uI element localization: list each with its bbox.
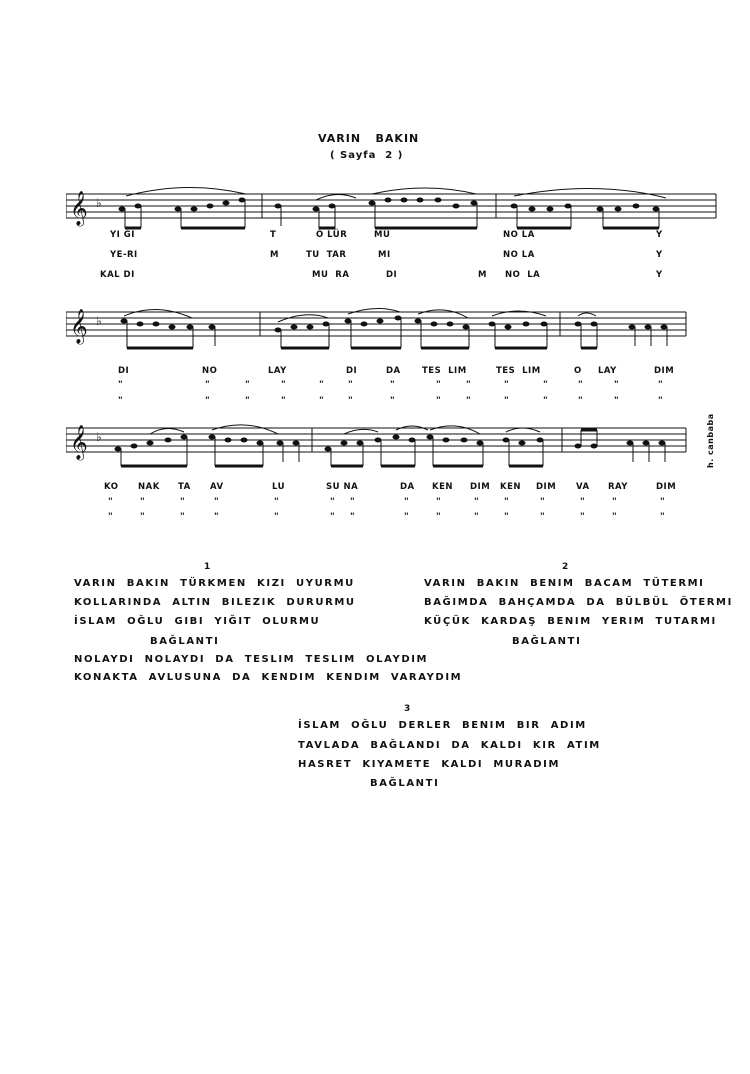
ditto-mark: " (474, 512, 479, 522)
lyric-s1-r2-5: NO LA (503, 250, 535, 260)
ditto-mark: " (404, 497, 409, 507)
ditto-mark: " (245, 380, 250, 390)
lyric-s3-11: DIM (536, 482, 557, 492)
ditto-mark: " (118, 396, 123, 406)
verse-1-number: 1 (204, 562, 211, 572)
ditto-mark: " (180, 497, 185, 507)
ditto-mark: " (108, 512, 113, 522)
ditto-mark: " (540, 512, 545, 522)
ditto-mark: " (245, 396, 250, 406)
ditto-mark: " (540, 497, 545, 507)
ditto-mark: " (350, 512, 355, 522)
ditto-mark: " (330, 497, 335, 507)
ditto-mark: " (214, 512, 219, 522)
ditto-mark: " (214, 497, 219, 507)
ditto-mark: " (108, 497, 113, 507)
lyric-s3-13: RAY (608, 482, 628, 492)
lyric-s1-r2-4: MI (378, 250, 391, 260)
ditto-mark: " (348, 380, 353, 390)
ditto-mark: " (466, 380, 471, 390)
verse-3-line-3: HASRET KIYAMETE KALDI MURADIM (298, 759, 561, 770)
lyric-s1-r3-2: MU RA (312, 270, 350, 280)
lyric-s1-r2-1: YE-RI (110, 250, 138, 260)
lyric-s3-5: LU (272, 482, 286, 492)
arranger-credit: h. canbaba (706, 413, 715, 468)
lyric-s2-8: O (574, 366, 582, 376)
lyric-s3-6: SU NA (326, 482, 359, 492)
ditto-mark: " (319, 396, 324, 406)
ditto-mark: " (319, 380, 324, 390)
verse-1-line-3: İSLAM OĞLU GIBI YIĞIT OLURMU (74, 616, 321, 627)
ditto-mark: " (504, 512, 509, 522)
lyric-s2-5: DA (386, 366, 401, 376)
svg-text:♭: ♭ (96, 314, 102, 328)
ditto-mark: " (658, 396, 663, 406)
ditto-mark: " (436, 497, 441, 507)
ditto-mark: " (390, 396, 395, 406)
svg-text:♭: ♭ (96, 430, 102, 444)
lyric-s3-1: KO (104, 482, 119, 492)
lyric-s1-r1-5: NO LA (503, 230, 535, 240)
lyric-s3-10: KEN (500, 482, 522, 492)
lyric-s1-r3-3: DI (386, 270, 398, 280)
lyric-s3-2: NAK (138, 482, 160, 492)
lyric-s2-1: DI (118, 366, 130, 376)
ditto-mark: " (580, 497, 585, 507)
lyric-s3-7: DA (400, 482, 415, 492)
ditto-mark: " (543, 380, 548, 390)
verse-3-line-2: TAVLADA BAĞLANDI DA KALDI KIR ATIM (298, 740, 601, 751)
music-staff-1 (66, 186, 720, 236)
ditto-mark: " (274, 497, 279, 507)
lyric-s3-14: DIM (656, 482, 677, 492)
lyric-s2-10: DIM (654, 366, 675, 376)
ditto-mark: " (390, 380, 395, 390)
lyric-s1-r2-6: Y (656, 250, 663, 260)
verse-2-number: 2 (562, 562, 569, 572)
verse-3-line-1: İSLAM OĞLU DERLER BENIM BIR ADIM (298, 720, 587, 731)
music-staff-3 (66, 420, 690, 472)
ditto-mark: " (504, 380, 509, 390)
verse-3-number: 3 (404, 704, 411, 714)
ditto-mark: " (614, 396, 619, 406)
ditto-mark: " (330, 512, 335, 522)
ditto-mark: " (578, 396, 583, 406)
ditto-mark: " (274, 512, 279, 522)
refrain-line-2: KONAKTA AVLUSUNA DA KENDIM KENDIM VARAYDIM (74, 672, 463, 683)
lyric-s1-r1-4: MÜ (374, 230, 391, 240)
ditto-mark: " (578, 380, 583, 390)
lyric-s3-3: TA (178, 482, 191, 492)
verse-2-refrain-label: BAĞLANTI (512, 636, 582, 647)
lyric-s1-r1-6: Y (656, 230, 663, 240)
ditto-mark: " (612, 497, 617, 507)
lyric-s2-3: LAY (268, 366, 287, 376)
verse-1-refrain-label: BAĞLANTI (150, 636, 220, 647)
lyric-s1-r2-2: M (270, 250, 279, 260)
page-indicator: ( Sayfa 2 ) (330, 150, 404, 161)
lyric-s1-r3-6: Y (656, 270, 663, 280)
ditto-mark: " (504, 497, 509, 507)
svg-text:𝄞: 𝄞 (70, 425, 88, 460)
ditto-mark: " (612, 512, 617, 522)
lyric-s3-8: KEN (432, 482, 454, 492)
ditto-mark: " (205, 396, 210, 406)
ditto-mark: " (140, 512, 145, 522)
ditto-mark: " (466, 396, 471, 406)
ditto-mark: " (281, 396, 286, 406)
ditto-mark: " (504, 396, 509, 406)
ditto-mark: " (658, 380, 663, 390)
ditto-mark: " (436, 512, 441, 522)
ditto-mark: " (660, 497, 665, 507)
staff-3-notes (115, 435, 666, 452)
ditto-mark: " (543, 396, 548, 406)
lyric-s2-4: DI (346, 366, 358, 376)
lyric-s1-r3-4: M (478, 270, 487, 280)
lyric-s1-r2-3: TU TAR (306, 250, 347, 260)
svg-text:𝄞: 𝄞 (70, 191, 88, 226)
ditto-mark: " (614, 380, 619, 390)
ditto-mark: " (580, 512, 585, 522)
lyric-s2-9: LAY (598, 366, 617, 376)
ditto-mark: " (350, 497, 355, 507)
lyric-s3-4: AV (210, 482, 224, 492)
lyric-s1-r3-1: KAL DI (100, 270, 135, 280)
ditto-mark: " (436, 380, 441, 390)
ditto-mark: " (474, 497, 479, 507)
lyric-s1-r1-3: Ö LÜR (316, 230, 348, 240)
ditto-mark: " (404, 512, 409, 522)
lyric-s3-12: VA (576, 482, 590, 492)
refrain-line-1: NOLAYDI NOLAYDI DA TESLIM TESLIM OLAYDIM (74, 654, 429, 665)
ditto-mark: " (140, 497, 145, 507)
lyric-s1-r3-5: NO LA (505, 270, 541, 280)
ditto-mark: " (436, 396, 441, 406)
ditto-mark: " (180, 512, 185, 522)
lyric-s1-r1-2: T (270, 230, 277, 240)
verse-2-line-1: VARIN BAKIN BENIM BACAM TÜTERMI (424, 578, 705, 589)
verse-1-line-1: VARIN BAKIN TÜRKMEN KIZI UYURMU (74, 578, 355, 589)
music-staff-2 (66, 304, 690, 356)
lyric-s2-7: TES LIM (496, 366, 541, 376)
verse-2-line-3: KÜÇÜK KARDAŞ BENIM YERIM TUTARMI (424, 616, 717, 627)
verse-2-line-2: BAĞIMDA BAHÇAMDA DA BÜLBÜL ÖTERMI (424, 597, 733, 608)
lyric-s2-2: NO (202, 366, 218, 376)
lyric-s3-9: DIM (470, 482, 491, 492)
ditto-mark: " (205, 380, 210, 390)
svg-text:♭: ♭ (96, 196, 102, 210)
ditto-mark: " (118, 380, 123, 390)
ditto-mark: " (348, 396, 353, 406)
lyric-s1-r1-1: YI ĞI (110, 230, 135, 240)
ditto-mark: " (281, 380, 286, 390)
song-title: VARIN BAKIN (318, 132, 420, 145)
ditto-mark: " (660, 512, 665, 522)
lyric-s2-6: TES LIM (422, 366, 467, 376)
verse-1-line-2: KOLLARINDA ALTIN BILEZIK DURURMU (74, 597, 356, 608)
verse-3-refrain-label: BAĞLANTI (370, 778, 440, 789)
svg-text:𝄞: 𝄞 (70, 309, 88, 344)
